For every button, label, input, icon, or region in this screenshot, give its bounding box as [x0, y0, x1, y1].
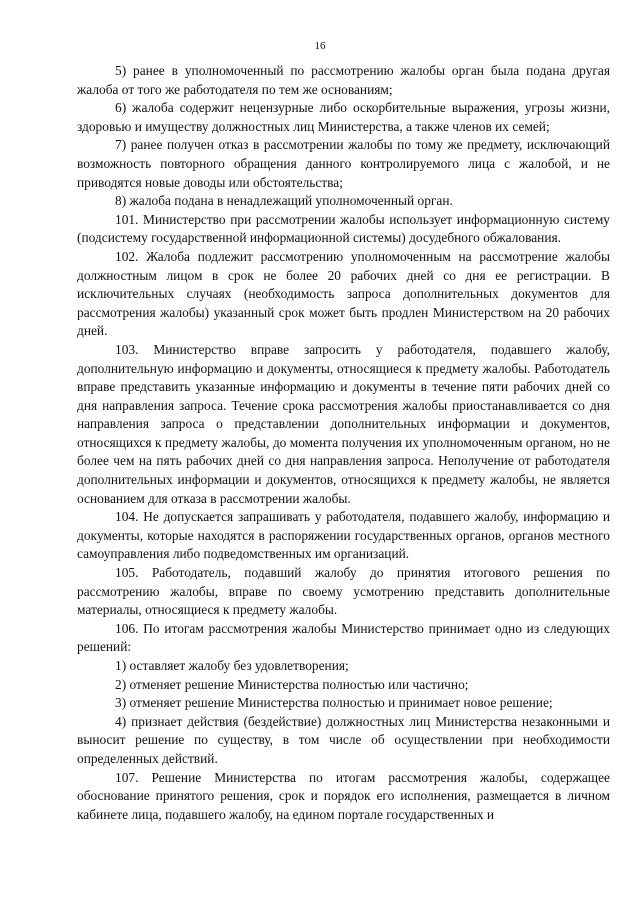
paragraph: 107. Решение Министерства по итогам рассмотрения жалобы, содержащее обоснование принятого решения, срок и порядок его исполнения, размещается в личном кабинете лица, подавшего жалобу, на едином портале государственных и — [77, 769, 610, 822]
paragraph: 4) признает действия (бездействие) должностных лиц Министерства незаконными и выносит решение по существу, в том числе об осуществлении при необходимости определенных действий. — [77, 713, 610, 766]
paragraph: 104. Не допускается запрашивать у работодателя, подавшего жалобу, информацию и документы, которые находятся в распоряжении государственных органов, органов местного самоуправления либо подведомственных им организаций. — [77, 509, 610, 562]
paragraph: 2) отменяет решение Министерства полностью или частично; — [115, 676, 469, 692]
document-body — [77, 62, 610, 824]
paragraph: 105. Работодатель, подавший жалобу до принятия итогового решения по рассмотрению жалобы, вправе по своему усмотрению представить дополнительные материалы, относящиеся к предмету жалобы. — [77, 565, 610, 618]
paragraph: 6) жалоба содержит нецензурные либо оскорбительные выражения, угрозы жизни, здоровью и имуществу должностных лиц Министерства, а также членов их семей; — [77, 100, 610, 134]
paragraph: 102. Жалоба подлежит рассмотрению уполномоченным на рассмотрение жалобы должностным лицом в срок не более 20 рабочих дней со дня ее регистрации. В исключительных случаях (необходимость запроса дополнительных документов для рассмотрения жалобы) указанный срок может быть продлен Министерством на 20 рабочих дней. — [77, 248, 610, 339]
paragraph: 7) ранее получен отказ в рассмотрении жалобы по тому же предмету, исключающий возможность повторного обращения данного контролируемого лица с жалобой, и не приводятся новые доводы или обстоятельства; — [77, 137, 610, 190]
paragraph: 106. По итогам рассмотрения жалобы Министерство принимает одно из следующих решений: — [77, 620, 610, 655]
paragraph: 101. Министерство при рассмотрении жалобы использует информационную систему (подсистему государственной информационной системы) досудебного обжалования. — [77, 211, 610, 246]
paragraph: 103. Министерство вправе запросить у работодателя, подавшего жалобу, дополнительную информацию и документы, относящиеся к предмету жалобы. Работодатель вправе представить указанные информацию и документы в течение пяти рабочих дней со дня направления запроса. Течение срока рассмотрения жалобы приостанавливается со дня направления запроса о представлении дополнительных информации и документов, относящихся к предмету жалобы, до момента получения их уполномоченным органом, но не более чем на пять рабочих дней со дня направления запроса. Неполучение от работодателя дополнительных информации и документов, относящихся к предмету жалобы, не является основанием для отказа в рассмотрении жалобы. — [77, 341, 610, 506]
paragraph: 3) отменяет решение Министерства полностью и принимает новое решение; — [115, 695, 553, 711]
paragraph: 1) оставляет жалобу без удовлетворения; — [115, 658, 349, 673]
page-number: 16 — [314, 40, 326, 52]
paragraph: 8) жалоба подана в ненадлежащий уполномоченный орган. — [115, 193, 453, 209]
paragraph: 5) ранее в уполномоченный по рассмотрению жалобы орган была подана другая жалоба от того же работодателя по тем же основаниям; — [77, 63, 610, 97]
